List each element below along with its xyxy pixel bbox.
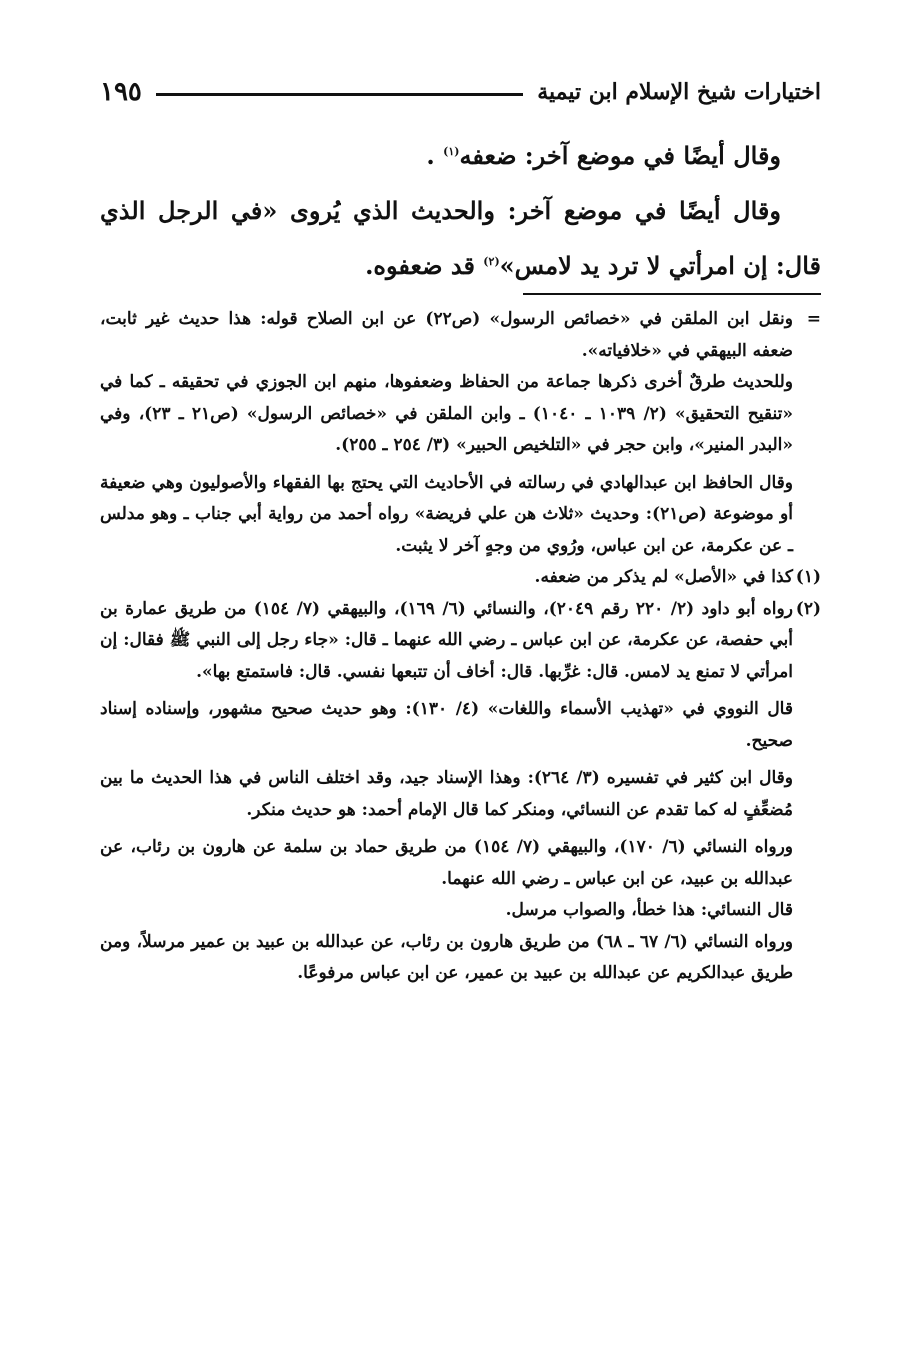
main-paragraph-text: وقال أيضًا في موضع آخر: ضعفه — [459, 141, 781, 170]
footnote-text: رواه أبو داود (٢/ ٢٢٠ رقم ٢٠٤٩)، والنسائي (٦/ ١٦٩)، والبيهقي (٧/ ١٥٤) من طريق عمارة بن أبي حفصة، عن عكرمة، عن ابن عباس ـ رضي الله عنهما ـ قال: «جاء رجل إلى النبي ﷺ فقال: إن امرأتي لا تمنع يد لامس. قال: غرِّبها. قال: أخاف أن تتبعها نفسي. قال: فاستمتع بها». — [100, 598, 793, 682]
continuation-mark: = — [806, 309, 821, 329]
footnote-number: (٢) — [795, 598, 821, 619]
footnote-continuation — [100, 304, 821, 367]
footnote-number: (١) — [795, 567, 821, 587]
main-paragraph — [100, 128, 821, 183]
page-header — [100, 72, 821, 112]
main-paragraph-tail: . — [426, 141, 444, 170]
running-title: اختيارات شيخ الإسلام ابن تيمية — [537, 79, 821, 105]
footnote-paragraph: وقال ابن كثير في تفسيره (٣/ ٢٦٤): وهذا الإسناد جيد، وقد اختلف الناس في هذا الحديث ما بين مُضعِّفٍ له كما تقدم عن النسائي، ومنكر كما قال الإمام أحمد: هو حديث منكر. — [100, 768, 793, 820]
footnote-text: كذا في «الأصل» لم يذكر من ضعفه. — [534, 567, 793, 587]
main-text — [100, 128, 821, 293]
footnote-ref: (٢) — [483, 255, 500, 268]
footnote-paragraph: قال النووي في «تهذيب الأسماء واللغات» (٤/ ١٣٠): وهو حديث صحيح مشهور، وإسناده إسناد صحيح. — [100, 699, 793, 751]
footnote-paragraph: وللحديث طرقٌ أخرى ذكرها جماعة من الحفاظ وضعفوها، منهم ابن الجوزي في تحقيقه ـ كما في «تنقيح التحقيق» (٢/ ١٠٣٩ ـ ١٠٤٠) ـ وابن الملقن في «خصائص الرسول» (ص٢١ ـ ٢٣)، وفي «البدر المنير»، وابن حجر في «التلخيص الحبير» (٣/ ٢٥٤ ـ ٢٥٥). — [100, 372, 793, 455]
footnote-paragraph: ورواه النسائي (٦/ ٦٧ ـ ٦٨) من طريق هارون بن رئاب، عن عبدالله بن عبيد بن عمير مرسلاً، ومن طريق عبدالكريم عن عبدالله بن عبيد بن عمير، عن ابن عباس مرفوعًا. — [100, 931, 793, 983]
footnote-paragraph: وقال الحافظ ابن عبدالهادي في رسالته في الأحاديث التي يحتج بها الفقهاء والأصوليون وهي ضعيفة أو موضوعة (ص٢١): وحديث «ثلاث هن علي فريضة» رواه أحمد من رواية أبي جناب ـ وهو مدلس ـ عن عكرمة، عن ابن عباس، ورُوي من وجهٍ آخر لا يثبت. — [100, 472, 793, 556]
footnote-text: ونقل ابن الملقن في «خصائص الرسول» (ص٢٢) عن ابن الصلاح قوله: هذا حديث غير ثابت، ضعفه البيهقي في «خلافياته». — [100, 309, 793, 361]
footnote-separator — [523, 293, 821, 295]
footnote-paragraph: قال النسائي: هذا خطأ، والصواب مرسل. — [505, 900, 793, 920]
footnote-2 — [100, 594, 821, 689]
header-rule — [156, 93, 523, 96]
footnote-1 — [100, 562, 821, 594]
footnote-paragraph: ورواه النسائي (٦/ ١٧٠)، والبيهقي (٧/ ١٥٤) من طريق حماد بن سلمة عن هارون بن رئاب، عن عبدالله بن عبيد، عن ابن عباس ـ رضي الله عنهما. — [100, 837, 793, 889]
footnotes — [100, 304, 821, 990]
footnote-ref: (١) — [443, 145, 460, 158]
page-number: ١٩٥ — [100, 77, 142, 107]
main-paragraph-text: وقال أيضًا في موضع آخر: والحديث الذي يُروى «في الرجل الذي قال: إن امرأتي لا ترد يد لامس» — [100, 196, 821, 280]
main-paragraph — [100, 183, 821, 293]
main-paragraph-tail: قد ضعفوه. — [365, 251, 484, 280]
